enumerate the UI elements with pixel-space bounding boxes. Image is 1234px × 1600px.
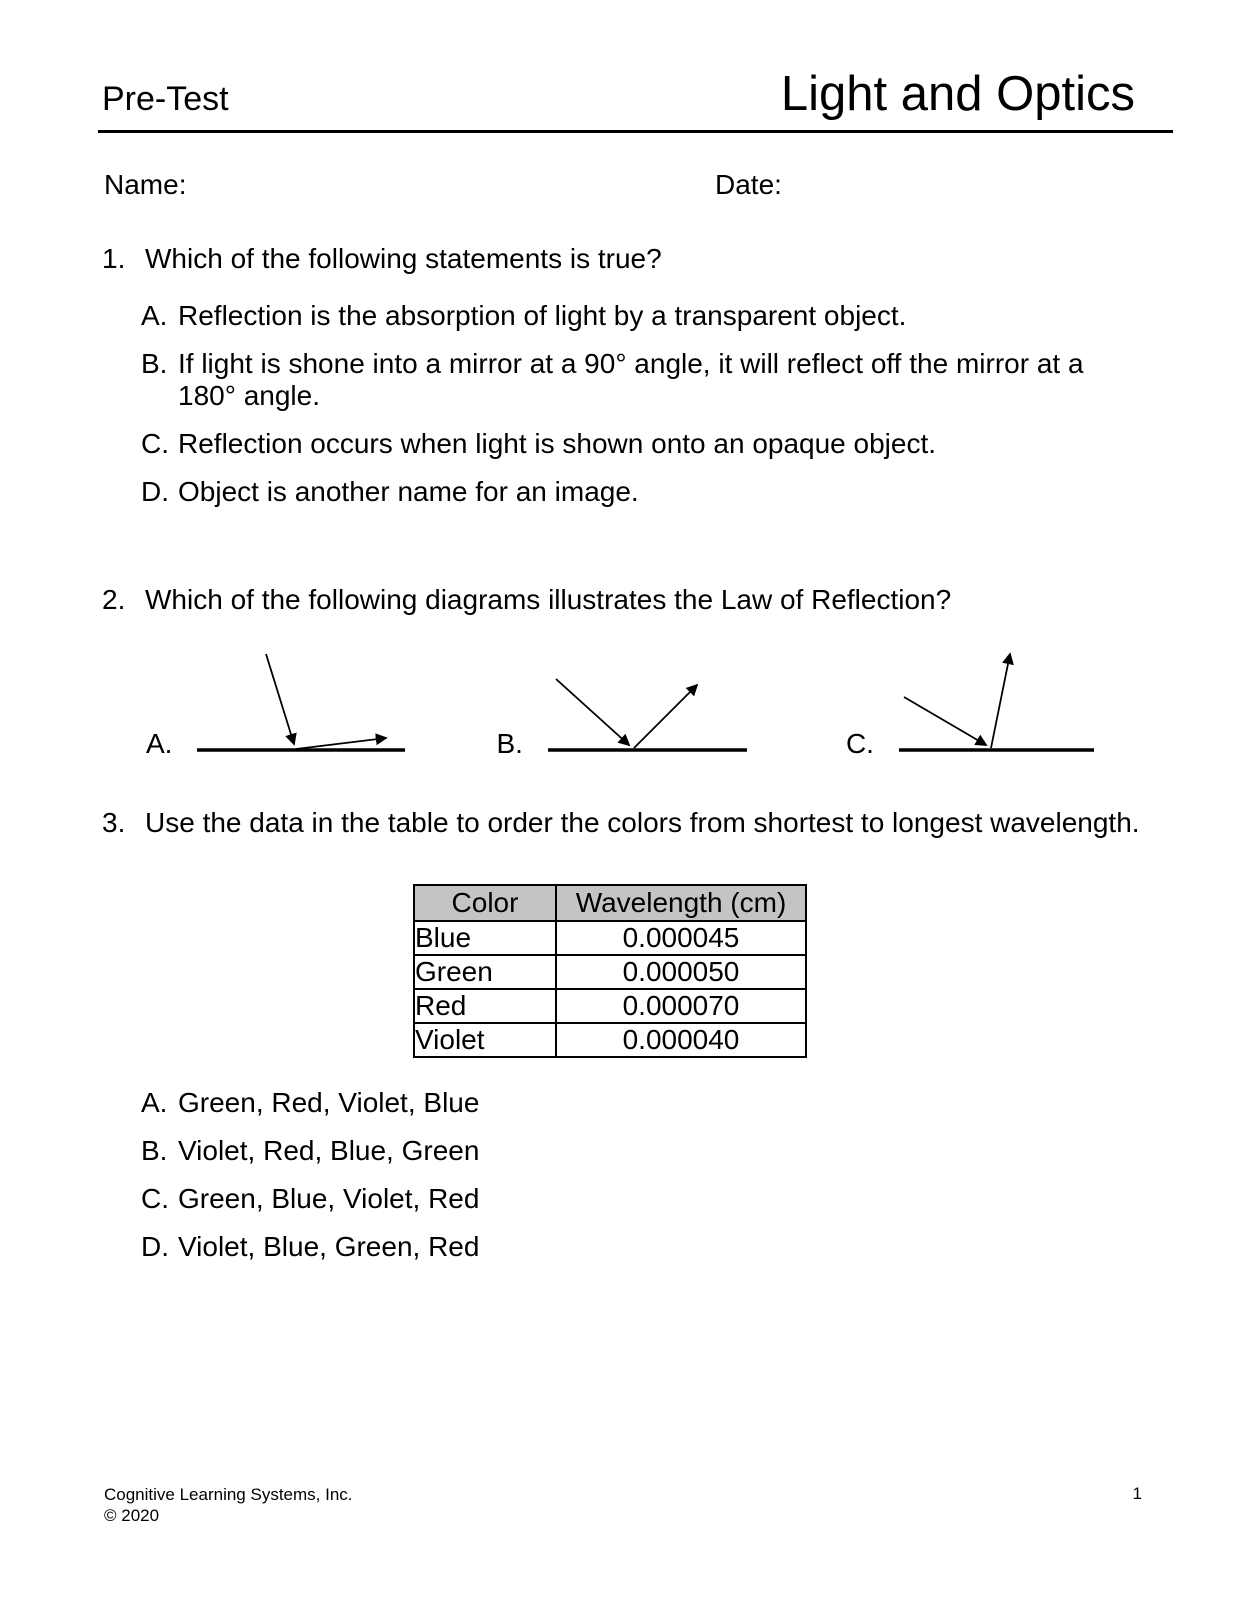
q1-option-a	[141, 300, 1234, 332]
diagram-c	[846, 640, 1095, 762]
table-header-color: Color	[414, 885, 556, 921]
question-2	[102, 584, 1194, 616]
page-number: 1	[1132, 1484, 1142, 1503]
table-row-violet	[414, 1023, 806, 1057]
diagram-b	[496, 640, 747, 762]
footer-company: Cognitive Learning Systems, Inc.	[104, 1485, 353, 1504]
header	[98, 0, 1173, 133]
question-3-number: 3.	[102, 807, 126, 838]
q1-option-c-text: Reflection occurs when light is shown onto an opaque object.	[178, 428, 937, 459]
q1-option-a-letter: A.	[141, 300, 168, 331]
name-label: Name:	[104, 169, 187, 200]
document-title: Light and Optics	[780, 67, 1135, 121]
diagram-a-reflected-ray	[296, 738, 386, 749]
name-date-row	[104, 169, 1234, 203]
q3-option-d-text: Violet, Blue, Green, Red	[178, 1231, 480, 1262]
footer	[104, 1484, 353, 1526]
table-cell-wavelength-violet: 0.000040	[556, 1023, 806, 1057]
question-3	[102, 807, 1194, 839]
q1-option-b-text: If light is shone into a mirror at a 90° angle, it will reflect off the mirror at a 180° angle.	[178, 348, 1084, 411]
q3-option-c-letter: C.	[141, 1183, 169, 1214]
table-cell-color-violet: Violet	[414, 1023, 556, 1057]
q3-option-b-text: Violet, Red, Blue, Green	[178, 1135, 480, 1166]
diagram-b-reflected-ray	[634, 685, 697, 748]
diagram-b-label: B.	[496, 728, 523, 759]
diagram-a-incident-ray	[266, 654, 294, 744]
diagram-a-label: A.	[146, 728, 173, 759]
diagram-a-figure	[196, 640, 406, 762]
q3-option-c	[141, 1183, 1234, 1215]
diagram-b-figure	[547, 640, 748, 762]
table-row-blue	[414, 921, 806, 955]
table-cell-color-green: Green	[414, 955, 556, 989]
diagram-c-figure	[898, 640, 1095, 762]
reflection-diagrams	[146, 640, 1234, 762]
document-subtitle: Pre-Test	[102, 80, 229, 118]
diagram-c-label: C.	[845, 728, 874, 759]
q3-option-a	[141, 1087, 1234, 1119]
table-row-green	[414, 955, 806, 989]
table-header-wavelength: Wavelength (cm)	[556, 885, 806, 921]
q3-option-b	[141, 1135, 1234, 1167]
table-cell-color-red: Red	[414, 989, 556, 1023]
q3-option-a-letter: A.	[141, 1087, 168, 1118]
question-1-options	[141, 300, 1234, 508]
q1-option-c	[141, 428, 1234, 460]
table-cell-wavelength-green: 0.000050	[556, 955, 806, 989]
question-2-text: Which of the following diagrams illustrates the Law of Reflection?	[145, 584, 952, 615]
table-cell-color-blue: Blue	[414, 921, 556, 955]
q1-option-c-letter: C.	[141, 428, 169, 459]
q1-option-a-text: Reflection is the absorption of light by a transparent object.	[178, 300, 907, 331]
table-header-row	[414, 885, 806, 921]
q1-option-b-letter: B.	[141, 348, 168, 379]
question-3-options	[141, 1087, 1234, 1263]
q1-option-d-letter: D.	[141, 476, 169, 507]
question-1-text: Which of the following statements is true?	[145, 243, 662, 274]
question-1	[102, 243, 1194, 275]
q1-option-d	[141, 476, 1234, 508]
q3-option-d	[141, 1231, 1234, 1263]
diagram-a	[146, 640, 406, 762]
q3-option-b-letter: B.	[141, 1135, 168, 1166]
date-label: Date:	[715, 169, 782, 200]
q3-option-a-text: Green, Red, Violet, Blue	[178, 1087, 480, 1118]
wavelength-table	[413, 884, 807, 1058]
q3-option-c-text: Green, Blue, Violet, Red	[178, 1183, 480, 1214]
diagram-c-reflected-ray	[991, 654, 1010, 748]
table-cell-wavelength-red: 0.000070	[556, 989, 806, 1023]
table-cell-wavelength-blue: 0.000045	[556, 921, 806, 955]
diagram-b-incident-ray	[556, 679, 629, 745]
q1-option-d-text: Object is another name for an image.	[178, 476, 639, 507]
q3-option-d-letter: D.	[141, 1231, 169, 1262]
table-row-red	[414, 989, 806, 1023]
question-1-number: 1.	[102, 243, 126, 274]
question-3-text: Use the data in the table to order the colors from shortest to longest wavelength.	[145, 807, 1140, 838]
diagram-c-incident-ray	[904, 697, 986, 745]
footer-copyright: © 2020	[104, 1506, 160, 1525]
q1-option-b	[141, 348, 1234, 412]
question-2-number: 2.	[102, 584, 126, 615]
